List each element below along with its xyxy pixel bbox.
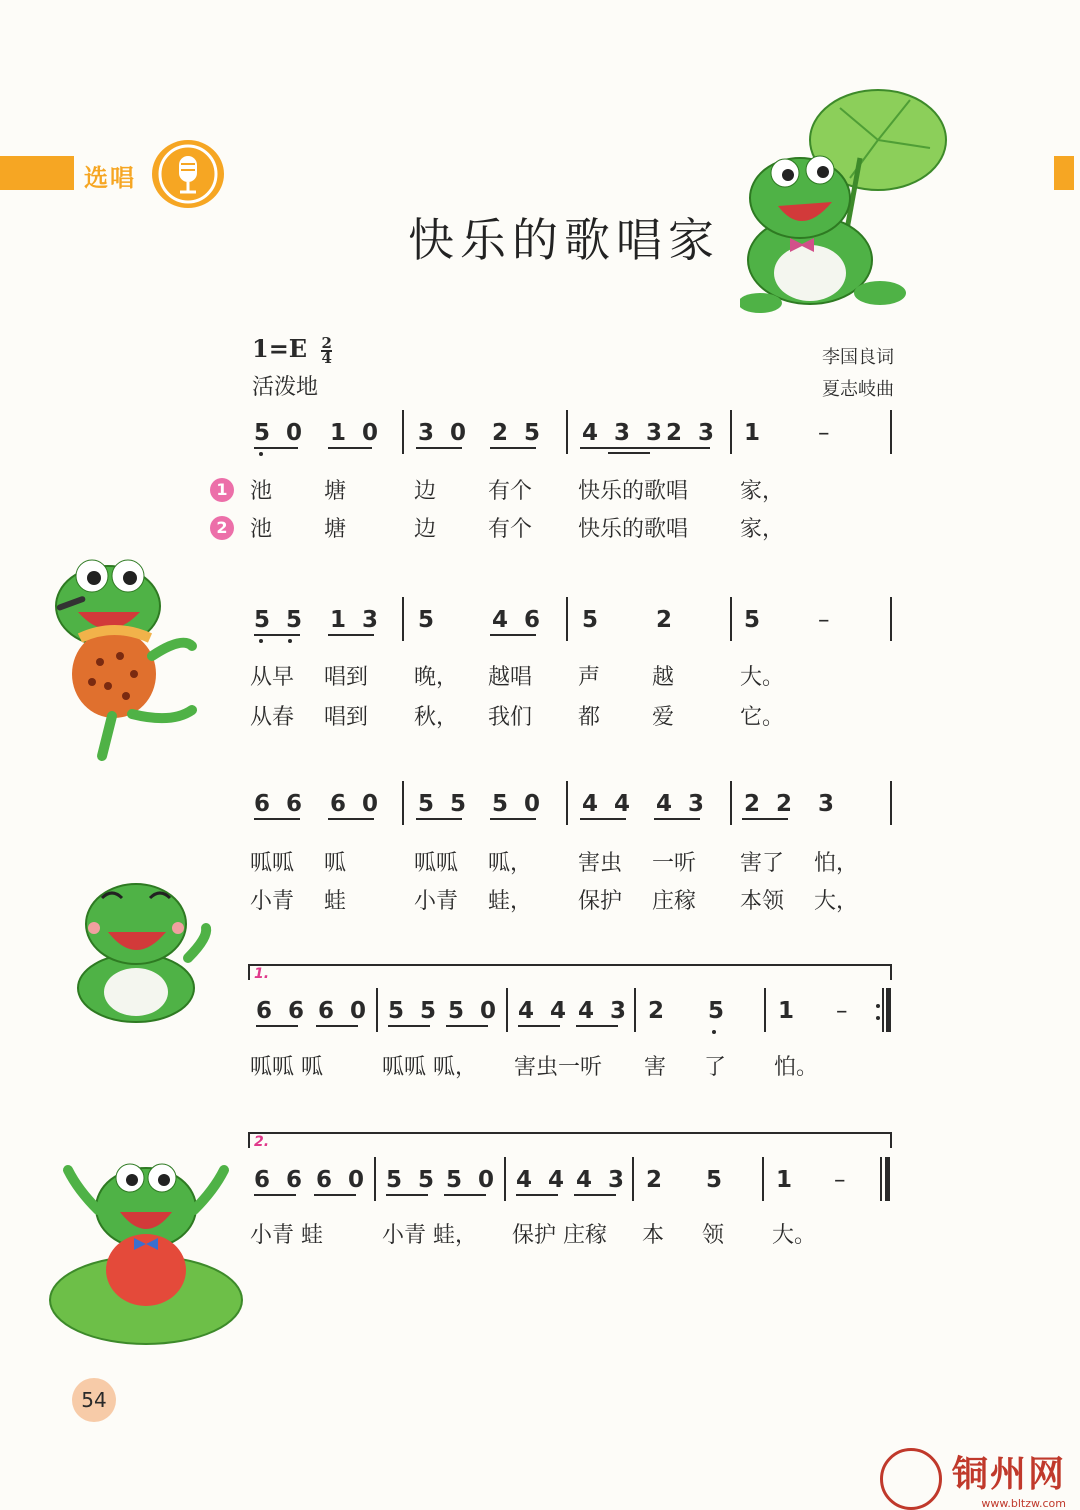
- underline: [490, 634, 536, 636]
- song-title: 快乐的歌唱家: [408, 213, 720, 267]
- credits: [822, 342, 894, 406]
- notes: –: [818, 420, 834, 446]
- lyric: 有个: [488, 517, 533, 542]
- lyric: 边: [414, 479, 437, 504]
- time-sig-top: 2: [321, 333, 332, 352]
- underline: [490, 447, 536, 449]
- notes: 4 4: [582, 791, 635, 817]
- barline: [402, 410, 404, 454]
- underline: [386, 1194, 428, 1196]
- lyric: 大，: [814, 889, 859, 914]
- happy-frog-illustration: [64, 868, 214, 1028]
- underline: [328, 818, 374, 820]
- barline: [762, 1157, 764, 1201]
- barline: [566, 781, 568, 825]
- underline: [446, 1025, 488, 1027]
- lyric: 领: [702, 1223, 725, 1248]
- lyric: 呱呱: [414, 851, 459, 876]
- barline: [730, 781, 732, 825]
- lyric: 害虫: [578, 851, 623, 876]
- watermark-name: 铜州网: [951, 1453, 1066, 1495]
- notes: 6 6: [256, 998, 309, 1024]
- notes: 1 3: [330, 607, 383, 633]
- barline: [374, 1157, 376, 1201]
- lyric: 池: [250, 479, 273, 504]
- notes: 2: [648, 998, 669, 1024]
- barline: [882, 988, 884, 1032]
- notes: 3: [818, 791, 839, 817]
- lyric: 大。: [772, 1223, 817, 1248]
- underline: [254, 818, 300, 820]
- lower-octave-dot: [259, 452, 263, 456]
- lyric: 了: [704, 1055, 727, 1080]
- lyric: 都: [578, 705, 601, 730]
- lyric: 塘: [324, 479, 347, 504]
- lyric: 小青: [414, 889, 459, 914]
- notes: 5 5: [388, 998, 441, 1024]
- notes: –: [834, 1167, 850, 1193]
- volta-label: 1.: [254, 966, 270, 982]
- watermark-logo-icon: [880, 1448, 942, 1510]
- lyric: 呱，: [488, 851, 533, 876]
- barline: [634, 988, 636, 1032]
- frog-on-lilypad-illustration: [46, 1150, 246, 1350]
- notes: 5: [418, 607, 439, 633]
- barline: [376, 988, 378, 1032]
- notes: 4 3: [578, 998, 631, 1024]
- lyric: 害虫一听: [514, 1055, 603, 1080]
- right-edge-tab: [1054, 156, 1074, 190]
- lyric: 蛙，: [488, 889, 533, 914]
- notes: 1 0: [330, 420, 383, 446]
- barline: [890, 597, 892, 641]
- key-text: 1=E: [252, 334, 308, 363]
- barline: [764, 988, 766, 1032]
- notes: 2 3: [666, 420, 719, 446]
- lyric: 大。: [740, 665, 785, 690]
- repeat-dot: [876, 1004, 880, 1008]
- notes: 4 6: [492, 607, 545, 633]
- verse-badge: 2: [210, 516, 234, 540]
- singing-frog-illustration: [52, 546, 212, 766]
- notes: 6 6: [254, 791, 307, 817]
- notes: 5: [706, 1167, 727, 1193]
- lyric: 害了: [740, 851, 785, 876]
- lyric: 保护 庄稼: [512, 1223, 607, 1248]
- lyric: 边: [414, 517, 437, 542]
- underline: [742, 818, 788, 820]
- underline: [256, 1025, 298, 1027]
- underline: [518, 1025, 560, 1027]
- barline: [566, 597, 568, 641]
- barline: [730, 410, 732, 454]
- underline: [654, 818, 700, 820]
- underline: [314, 1194, 356, 1196]
- lyric: 它。: [740, 705, 785, 730]
- underline: [328, 447, 372, 449]
- lyric: 我们: [488, 705, 533, 730]
- notes: 5: [582, 607, 603, 633]
- underline: [254, 447, 298, 449]
- underline: [416, 447, 462, 449]
- microphone-icon: [152, 140, 224, 208]
- lyric: 小青: [250, 889, 295, 914]
- notes: 5: [708, 998, 729, 1024]
- key-signature: [252, 334, 332, 365]
- lyric: 塘: [324, 517, 347, 542]
- notes: 4 3 3: [582, 420, 667, 446]
- lyric: 爱: [652, 705, 675, 730]
- lower-octave-dot: [259, 639, 263, 643]
- lyric: 晚，: [414, 665, 459, 690]
- notes: –: [836, 998, 852, 1024]
- watermark-url: www.bltzw.com: [981, 1497, 1066, 1510]
- notes: 1: [776, 1167, 797, 1193]
- lyric: 秋，: [414, 705, 459, 730]
- verse-badge: 1: [210, 478, 234, 502]
- lyric: 小青 蛙，: [382, 1223, 477, 1248]
- lower-octave-dot: [288, 639, 292, 643]
- barline: [506, 988, 508, 1032]
- notes: 6 6: [254, 1167, 307, 1193]
- lyricist-credit: 李国良词: [822, 347, 894, 368]
- notes: 5 5: [386, 1167, 439, 1193]
- lyric: 有个: [488, 479, 533, 504]
- lyric: 呱呱 呱: [250, 1055, 323, 1080]
- notes: 4 4: [516, 1167, 569, 1193]
- underline: [576, 1025, 618, 1027]
- lyric: 从春: [250, 705, 295, 730]
- lyric: 呱: [324, 851, 347, 876]
- underline: [388, 1025, 430, 1027]
- notes: 4 3: [576, 1167, 629, 1193]
- underline: [254, 1194, 296, 1196]
- notes: 5 5: [254, 607, 307, 633]
- notes: 5 0: [448, 998, 501, 1024]
- notes: 2: [656, 607, 677, 633]
- section-label: 选唱: [84, 164, 136, 192]
- underline: [516, 1194, 558, 1196]
- lyric: 害: [644, 1055, 667, 1080]
- lyric: 蛙: [324, 889, 347, 914]
- barline: [402, 781, 404, 825]
- section-tab-bar: [0, 156, 74, 190]
- lyric: 唱到: [324, 705, 369, 730]
- page-number: 54: [72, 1378, 116, 1422]
- notes: 2: [646, 1167, 667, 1193]
- first-ending-bracket: [248, 964, 892, 980]
- site-watermark: [952, 1446, 1066, 1510]
- lyric: 保护: [578, 889, 623, 914]
- lyric: 快乐的歌唱: [578, 479, 689, 504]
- repeat-barline: [886, 988, 891, 1032]
- notes: 5 0: [492, 791, 545, 817]
- lyric: 本领: [740, 889, 785, 914]
- lyric: 怕。: [774, 1055, 819, 1080]
- barline: [880, 1157, 882, 1201]
- barline: [730, 597, 732, 641]
- underline: [580, 818, 626, 820]
- underline: [580, 447, 710, 449]
- barline: [890, 781, 892, 825]
- notes: 6 0: [316, 1167, 369, 1193]
- tempo-marking: 活泼地: [252, 375, 319, 400]
- lyric: 怕，: [814, 851, 859, 876]
- lyric: 声: [578, 665, 601, 690]
- lyric: 越唱: [488, 665, 533, 690]
- notes: 1: [778, 998, 799, 1024]
- barline: [890, 410, 892, 454]
- second-ending-bracket: [248, 1132, 892, 1148]
- lyric: 呱呱: [250, 851, 295, 876]
- barline: [504, 1157, 506, 1201]
- notes: 2 5: [492, 420, 545, 446]
- notes: 5: [744, 607, 765, 633]
- lyric: 越: [652, 665, 675, 690]
- notes: 5 0: [446, 1167, 499, 1193]
- lyric: 快乐的歌唱: [578, 517, 689, 542]
- notes: 3 0: [418, 420, 471, 446]
- final-barline: [885, 1157, 890, 1201]
- lyric: 家，: [740, 517, 785, 542]
- barline: [402, 597, 404, 641]
- volta-label: 2.: [254, 1134, 270, 1150]
- notes: 4 3: [656, 791, 709, 817]
- lyric: 家，: [740, 479, 785, 504]
- lyric: 池: [250, 517, 273, 542]
- repeat-dot: [876, 1016, 880, 1020]
- underline: [416, 818, 462, 820]
- lyric: 唱到: [324, 665, 369, 690]
- underline: [316, 1025, 358, 1027]
- time-signature: [321, 333, 332, 367]
- notes: 4 4: [518, 998, 571, 1024]
- underline: [490, 818, 536, 820]
- lyric: 庄稼: [652, 889, 697, 914]
- notes: 2 2: [744, 791, 797, 817]
- underline: [254, 634, 300, 636]
- underline: [574, 1194, 616, 1196]
- notes: –: [818, 607, 834, 633]
- notes: 6 0: [318, 998, 371, 1024]
- composer-credit: 夏志岐曲: [822, 379, 894, 400]
- lyric: 一听: [652, 851, 697, 876]
- notes: 5 5: [418, 791, 471, 817]
- underline: [444, 1194, 486, 1196]
- underline: [328, 634, 374, 636]
- lyric: 从早: [250, 665, 295, 690]
- time-sig-bottom: 4: [321, 348, 332, 367]
- lower-octave-dot: [712, 1030, 716, 1034]
- notes: 1: [744, 420, 765, 446]
- frog-with-leaf-illustration: [740, 78, 950, 328]
- lyric: 小青 蛙: [250, 1223, 323, 1248]
- lyric: 本: [642, 1223, 665, 1248]
- lyric: 呱呱 呱，: [382, 1055, 477, 1080]
- notes: 5 0: [254, 420, 307, 446]
- barline: [632, 1157, 634, 1201]
- barline: [566, 410, 568, 454]
- underline: [608, 452, 650, 454]
- notes: 6 0: [330, 791, 383, 817]
